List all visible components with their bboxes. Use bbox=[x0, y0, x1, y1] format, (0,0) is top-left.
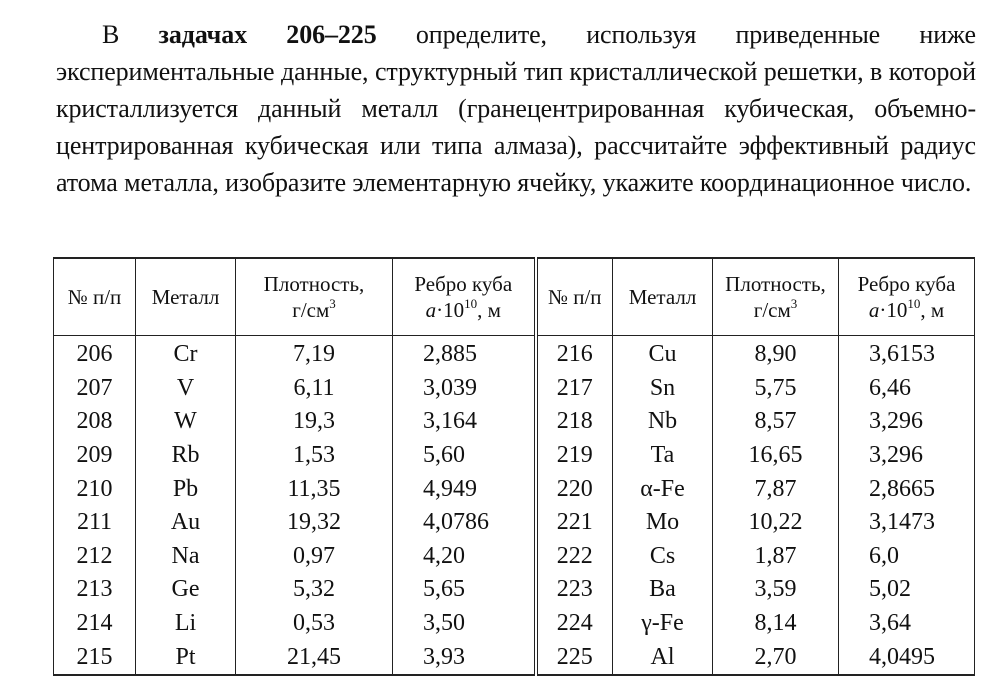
row-edge: 5,65 bbox=[393, 573, 536, 607]
header-metal-left: Металл bbox=[136, 258, 236, 336]
row-density: 8,57 bbox=[713, 405, 839, 439]
row-metal: Cs bbox=[613, 540, 713, 574]
row-density: 21,45 bbox=[236, 640, 393, 675]
row-edge: 3,50 bbox=[393, 607, 536, 641]
row-density: 1,87 bbox=[713, 540, 839, 574]
row-metal: Ge bbox=[136, 573, 236, 607]
row-density: 0,53 bbox=[236, 607, 393, 641]
row-edge: 4,20 bbox=[393, 540, 536, 574]
row-edge: 5,02 bbox=[839, 573, 975, 607]
row-num: 223 bbox=[536, 573, 613, 607]
row-num: 219 bbox=[536, 439, 613, 473]
row-edge: 4,0495 bbox=[839, 640, 975, 675]
row-density: 6,11 bbox=[236, 372, 393, 406]
row-metal: Ba bbox=[613, 573, 713, 607]
row-density: 19,32 bbox=[236, 506, 393, 540]
row-metal: V bbox=[136, 372, 236, 406]
table-row bbox=[54, 472, 975, 506]
table-row bbox=[54, 540, 975, 574]
row-edge: 3,039 bbox=[393, 372, 536, 406]
table-row bbox=[54, 372, 975, 406]
table-row bbox=[54, 439, 975, 473]
row-metal: Nb bbox=[613, 405, 713, 439]
row-num: 215 bbox=[54, 640, 136, 675]
row-num: 225 bbox=[536, 640, 613, 675]
row-density: 8,14 bbox=[713, 607, 839, 641]
row-density: 7,87 bbox=[713, 472, 839, 506]
row-metal: Cu bbox=[613, 336, 713, 372]
row-num: 207 bbox=[54, 372, 136, 406]
row-density: 11,35 bbox=[236, 472, 393, 506]
row-density: 8,90 bbox=[713, 336, 839, 372]
header-num-left: № п/п bbox=[54, 258, 136, 336]
intro-prefix: В bbox=[102, 20, 159, 49]
row-density: 5,75 bbox=[713, 372, 839, 406]
row-edge: 2,8665 bbox=[839, 472, 975, 506]
row-density: 1,53 bbox=[236, 439, 393, 473]
row-metal: Cr bbox=[136, 336, 236, 372]
header-edge-left: Ребро куба $a\cdot 10^{10}$, м bbox=[393, 258, 536, 336]
row-num: 218 bbox=[536, 405, 613, 439]
row-metal: W bbox=[136, 405, 236, 439]
table-row bbox=[54, 607, 975, 641]
row-density: 7,19 bbox=[236, 336, 393, 372]
row-metal: Rb bbox=[136, 439, 236, 473]
row-density: 0,97 bbox=[236, 540, 393, 574]
table-row bbox=[54, 640, 975, 675]
row-edge: 3,93 bbox=[393, 640, 536, 675]
intro-body: определите, используя приведенные ниже экспериментальные данные, структурный тип кристаллической решетки, в которой кристаллизуется данный металл (гранецентрированная кубическая, объемно-центрированная кубическая или типа алмаза), рассчитайте эффективный радиус атома металла, изобразите элементарную ячейку, укажите координационное число. bbox=[56, 20, 976, 197]
row-edge: 4,949 bbox=[393, 472, 536, 506]
row-density: 10,22 bbox=[713, 506, 839, 540]
row-num: 222 bbox=[536, 540, 613, 574]
table-row bbox=[54, 506, 975, 540]
problem-statement bbox=[56, 16, 976, 201]
row-edge: 3,64 bbox=[839, 607, 975, 641]
row-metal: Al bbox=[613, 640, 713, 675]
row-metal: Sn bbox=[613, 372, 713, 406]
row-edge: 3,296 bbox=[839, 405, 975, 439]
table-row bbox=[54, 405, 975, 439]
row-metal: Au bbox=[136, 506, 236, 540]
row-num: 212 bbox=[54, 540, 136, 574]
row-edge: 6,46 bbox=[839, 372, 975, 406]
row-num: 220 bbox=[536, 472, 613, 506]
header-density-left: Плотность, $г/см^3$ bbox=[236, 258, 393, 336]
row-num: 210 bbox=[54, 472, 136, 506]
row-edge: 2,885 bbox=[393, 336, 536, 372]
row-edge: 3,1473 bbox=[839, 506, 975, 540]
row-num: 216 bbox=[536, 336, 613, 372]
table-row bbox=[54, 336, 975, 372]
row-metal: Pt bbox=[136, 640, 236, 675]
header-metal-right: Металл bbox=[613, 258, 713, 336]
row-num: 214 bbox=[54, 607, 136, 641]
row-edge: 3,6153 bbox=[839, 336, 975, 372]
row-num: 208 bbox=[54, 405, 136, 439]
table-row bbox=[54, 573, 975, 607]
row-edge: 4,0786 bbox=[393, 506, 536, 540]
header-density-right: Плотность, $г/см^3$ bbox=[713, 258, 839, 336]
metals-data-table bbox=[53, 257, 975, 676]
row-metal: α-Fe bbox=[613, 472, 713, 506]
row-metal: Ta bbox=[613, 439, 713, 473]
row-edge: 3,296 bbox=[839, 439, 975, 473]
row-density: 16,65 bbox=[713, 439, 839, 473]
header-edge-right: Ребро куба $a\cdot 10^{10}$, м bbox=[839, 258, 975, 336]
row-density: 19,3 bbox=[236, 405, 393, 439]
row-density: 5,32 bbox=[236, 573, 393, 607]
row-edge: 5,60 bbox=[393, 439, 536, 473]
row-metal: γ-Fe bbox=[613, 607, 713, 641]
row-density: 3,59 bbox=[713, 573, 839, 607]
header-num-right: № п/п bbox=[536, 258, 613, 336]
row-density: 2,70 bbox=[713, 640, 839, 675]
row-metal: Na bbox=[136, 540, 236, 574]
row-num: 209 bbox=[54, 439, 136, 473]
row-metal: Mo bbox=[613, 506, 713, 540]
row-edge: 3,164 bbox=[393, 405, 536, 439]
row-num: 211 bbox=[54, 506, 136, 540]
table-header-row bbox=[54, 258, 975, 336]
row-edge: 6,0 bbox=[839, 540, 975, 574]
row-num: 213 bbox=[54, 573, 136, 607]
row-num: 206 bbox=[54, 336, 136, 372]
table-body bbox=[54, 336, 975, 675]
row-metal: Pb bbox=[136, 472, 236, 506]
problem-range: задачах 206–225 bbox=[158, 20, 377, 49]
row-num: 224 bbox=[536, 607, 613, 641]
row-metal: Li bbox=[136, 607, 236, 641]
row-num: 217 bbox=[536, 372, 613, 406]
row-num: 221 bbox=[536, 506, 613, 540]
